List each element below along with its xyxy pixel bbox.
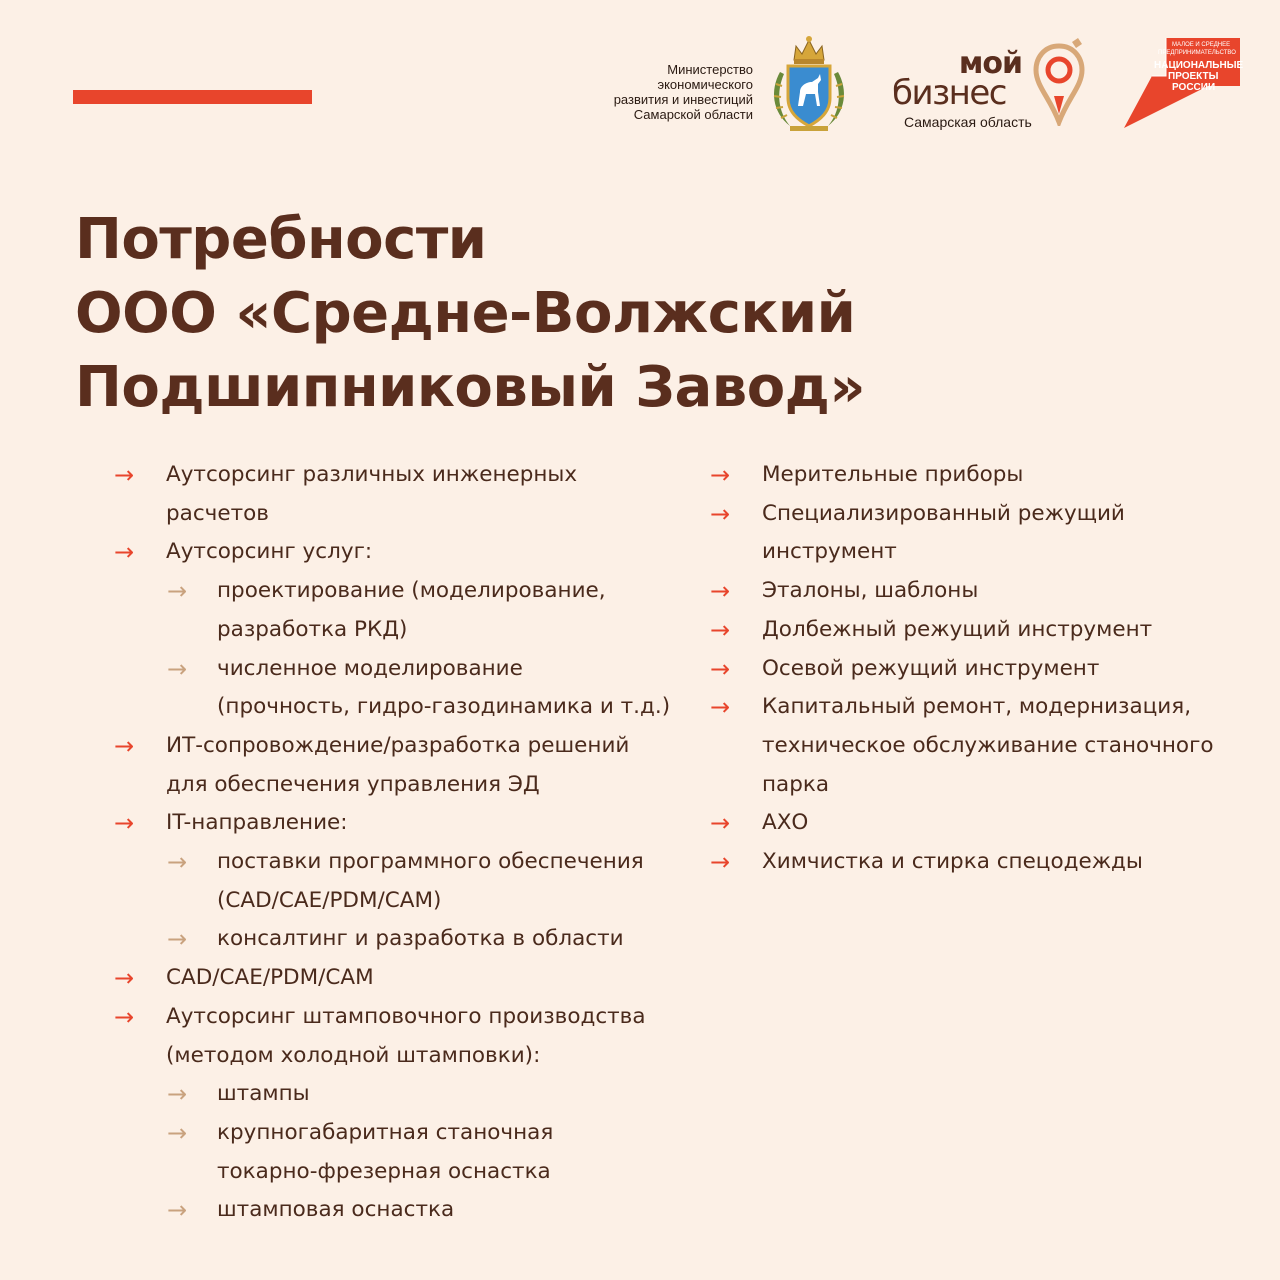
list-item-text: штампы (217, 1081, 310, 1107)
list-item-text: токарно-фрезерная оснастка (217, 1158, 551, 1184)
ministry-line: экономического (657, 77, 753, 92)
list-item-text: инструмент (762, 539, 897, 565)
list-item-text: Химчистка и стирка спецодежды (762, 849, 1143, 875)
moi-biznes-word-biznes: бизнес (892, 73, 1006, 113)
national-projects-logo (1122, 36, 1244, 128)
list-item-text: Долбежный режущий инструмент (762, 616, 1153, 642)
arrow-right-icon: → (710, 809, 731, 838)
list-item (710, 804, 1230, 843)
title-line: Подшипниковый Завод» (75, 355, 866, 420)
list-item-text: CAD/CAE/PDM/CAM (166, 965, 374, 991)
list-item-text: Капитальный ремонт, модернизация, (762, 694, 1192, 720)
moi-biznes-region: Самарская область (904, 114, 1032, 130)
list-item (710, 456, 1230, 495)
partner-logos (600, 32, 1250, 142)
page-title (75, 203, 865, 425)
list-item (710, 688, 1230, 804)
list-item (114, 533, 674, 572)
list-item (114, 727, 674, 804)
arrow-right-icon: → (167, 1118, 188, 1147)
needs-list-left (114, 456, 674, 1230)
np-main-line: РОССИИ (1172, 82, 1216, 93)
arrow-right-icon: → (114, 731, 135, 760)
samara-coat-of-arms-icon (766, 32, 852, 134)
arrow-right-icon: → (167, 654, 188, 683)
location-pin-icon (1032, 36, 1086, 126)
list-item-text: (прочность, гидро-газодинамика и т.д.) (217, 694, 671, 720)
arrow-right-icon: → (167, 1080, 188, 1109)
sub-list-item (114, 572, 674, 649)
arrow-right-icon: → (114, 809, 135, 838)
list-item-text: Аутсорсинг услуг: (166, 539, 373, 565)
needs-list-right (710, 456, 1230, 882)
title-line: Потребности (75, 207, 487, 272)
sub-list-item (114, 650, 674, 727)
list-item-text: проектирование (моделирование, (217, 578, 606, 604)
list-item-text: штамповая оснастка (217, 1197, 455, 1223)
np-main-line: НАЦИОНАЛЬНЫЕ (1154, 60, 1244, 71)
arrow-right-icon: → (710, 499, 731, 528)
list-item-text: разработка РКД) (217, 616, 408, 642)
sub-list-item (114, 1114, 674, 1191)
list-item-text: численное моделирование (217, 655, 523, 681)
accent-bar (73, 90, 312, 104)
list-item (114, 959, 674, 998)
arrow-right-icon: → (710, 654, 731, 683)
list-item-text: ИТ-сопровождение/разработка решений (166, 732, 630, 758)
ministry-line: Министерство (667, 62, 753, 77)
arrow-right-icon: → (167, 577, 188, 606)
list-item-text: для обеспечения управления ЭД (166, 771, 540, 797)
list-item (114, 998, 674, 1075)
sub-list-item (114, 1075, 674, 1114)
list-item-text: IT-направление: (166, 810, 348, 836)
list-item-text: Аутсорсинг различных инженерных (166, 462, 578, 487)
title-line: ООО «Средне-Волжский (75, 281, 856, 346)
sub-list-item (114, 843, 674, 920)
arrow-right-icon: → (710, 577, 731, 606)
ministry-line: Самарской области (633, 107, 753, 122)
arrow-right-icon: → (710, 693, 731, 722)
list-item-text: парка (762, 771, 830, 797)
arrow-right-icon: → (167, 1196, 188, 1225)
list-item (710, 495, 1230, 572)
list-item-text: (CAD/CAE/PDM/CAM) (217, 887, 442, 913)
list-item-text: Аутсорсинг штамповочного производства (166, 1003, 646, 1029)
list-item-text: Эталоны, шаблоны (762, 578, 979, 604)
list-item (710, 650, 1230, 689)
np-top-line: МАЛОЕ И СРЕДНЕЕ (1172, 42, 1231, 48)
arrow-right-icon: → (114, 964, 135, 993)
list-item-text: (методом холодной штамповки): (166, 1042, 541, 1068)
list-item (710, 611, 1230, 650)
ministry-name (600, 62, 753, 122)
list-item-text: Осевой режущий инструмент (762, 655, 1100, 681)
arrow-right-icon: → (114, 538, 135, 567)
list-item (710, 843, 1230, 882)
list-item-text: техническое обслуживание станочного (762, 732, 1214, 758)
list-item-text: поставки программного обеспечения (217, 849, 644, 875)
arrow-right-icon: → (710, 848, 731, 877)
np-top-line: ПРЕДПРИНИМАТЕЛЬСТВО (1158, 50, 1236, 56)
sub-list-item (114, 1191, 674, 1230)
np-main-line: ПРОЕКТЫ (1168, 71, 1219, 82)
list-item (114, 804, 674, 843)
list-item-text: Мерительные приборы (762, 462, 1024, 487)
arrow-right-icon: → (710, 461, 731, 489)
ministry-line: развития и инвестиций (613, 92, 753, 107)
arrow-right-icon: → (114, 461, 135, 489)
arrow-right-icon: → (114, 1002, 135, 1031)
moi-biznes-word-moi: мой (958, 46, 1022, 81)
list-item (114, 456, 674, 533)
list-item-text: крупногабаритная станочная (217, 1119, 554, 1145)
sub-list-item (114, 920, 674, 959)
list-item-text: АХО (762, 810, 809, 836)
list-item-text: Специализированный режущий (762, 500, 1125, 526)
list-item (710, 572, 1230, 611)
arrow-right-icon: → (167, 925, 188, 954)
list-item-text: расчетов (166, 500, 269, 526)
arrow-right-icon: → (710, 615, 731, 644)
moi-biznes-logo (892, 46, 1032, 130)
arrow-right-icon: → (167, 848, 188, 877)
list-item-text: консалтинг и разработка в области (217, 926, 624, 952)
